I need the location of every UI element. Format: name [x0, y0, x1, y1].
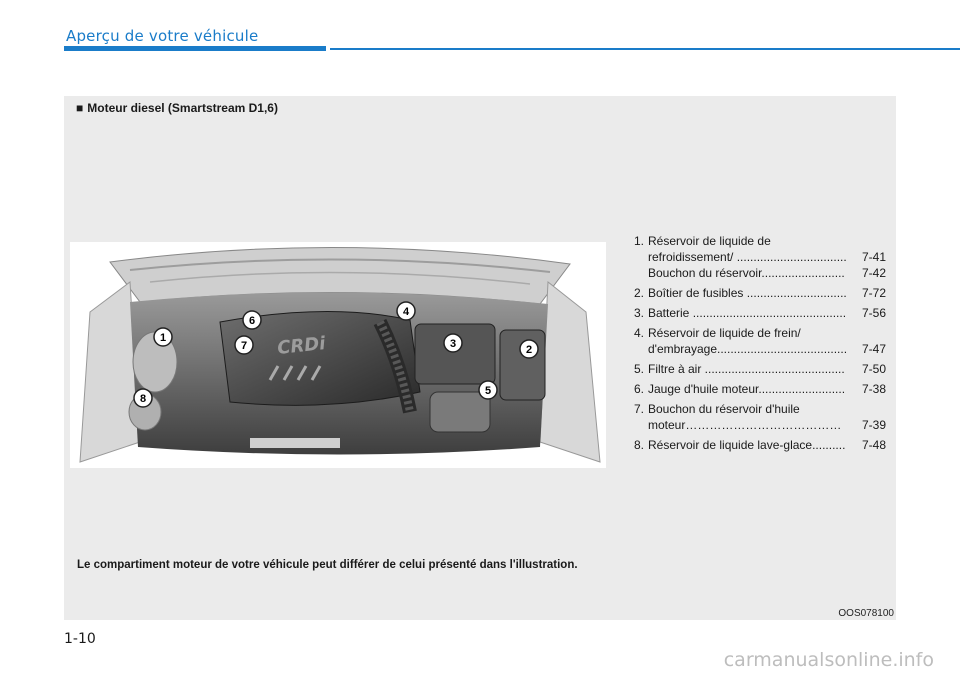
- section-title: Aperçu de votre véhicule: [66, 27, 259, 45]
- svg-text:7: 7: [240, 340, 248, 352]
- legend-item-3: 3. Batterie .............................................. 7-56: [634, 306, 886, 320]
- legend-item-2: 2. Boîtier de fusibles .............................. 7-72: [634, 286, 886, 300]
- callout-2: [520, 340, 538, 358]
- callout-1: [154, 328, 172, 346]
- callout-5: [479, 381, 497, 399]
- legend-item-8: 8. Réservoir de liquide lave-glace.......... 7-48: [634, 438, 886, 452]
- parts-legend: [634, 233, 886, 457]
- svg-text:4: 4: [402, 306, 410, 318]
- legend-item-4: 4. Réservoir de liquide de frein/ d'embrayage....................................... 7-47: [634, 326, 886, 356]
- illustration-note: Le compartiment moteur de votre véhicule peut différer de celui présenté dans l'illustration.: [77, 559, 578, 571]
- page-number: 1-10: [64, 631, 96, 647]
- engine-bay-drawing: [70, 242, 606, 468]
- square-bullet-icon: ■: [76, 101, 84, 115]
- callout-8: [134, 389, 152, 407]
- engine-illustration: [70, 242, 606, 468]
- header-rule-thin: [330, 48, 960, 50]
- callout-7: [235, 336, 253, 354]
- svg-text:6: 6: [248, 315, 256, 327]
- legend-item-1: 1. Réservoir de liquide de refroidissement/ ................................. 7-41 Bouchon du réservoir......................... 7-42: [634, 234, 886, 280]
- svg-text:3: 3: [449, 338, 457, 350]
- header-rule-thick: [64, 46, 326, 51]
- panel-title: [76, 101, 278, 115]
- engine-panel: [64, 96, 896, 620]
- svg-text:8: 8: [139, 393, 147, 405]
- image-code: OOS078100: [838, 608, 894, 619]
- legend-item-5: 5. Filtre à air .......................................... 7-50: [634, 362, 886, 376]
- footer-watermark: carmanualsonline.info: [723, 649, 934, 671]
- svg-text:5: 5: [484, 385, 492, 397]
- legend-item-7: 7. Bouchon du réservoir d'huile moteur………………………………… 7-39: [634, 402, 886, 432]
- legend-item-6: 6. Jauge d'huile moteur.......................... 7-38: [634, 382, 886, 396]
- svg-text:2: 2: [525, 344, 533, 356]
- svg-text:1: 1: [159, 332, 167, 344]
- engine-cover-logo: CRDi: [276, 333, 327, 359]
- panel-title-text: Moteur diesel (Smartstream D1,6): [87, 101, 278, 115]
- callout-3: [444, 334, 462, 352]
- callout-6: [243, 311, 261, 329]
- callout-4: [397, 302, 415, 320]
